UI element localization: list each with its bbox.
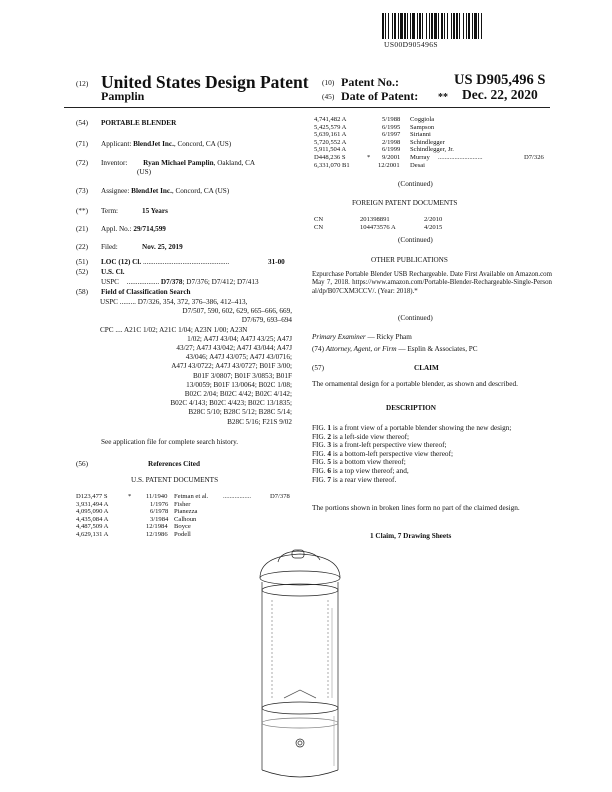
barcode-bar (412, 13, 415, 39)
barcode-bar (431, 13, 433, 39)
barcode-bar (466, 13, 467, 39)
barcode-bar (453, 13, 455, 39)
code-52: (52) (76, 268, 88, 276)
continued-note: (Continued) (398, 180, 433, 188)
application-number: 29/714,599 (133, 225, 166, 233)
description-label: DESCRIPTION (386, 404, 436, 412)
barcode-bar (410, 13, 411, 39)
assignee-name: BlendJet Inc. (131, 187, 172, 195)
barcode-bar (447, 13, 448, 39)
primary-examiner (312, 333, 412, 341)
date-of-patent: Dec. 22, 2020 (462, 87, 538, 102)
barcode-bar (419, 13, 421, 39)
field-of-search-line: USPC ......... D7/326, 354, 372, 376–386, 412–413, (100, 298, 248, 306)
inventor-name: Ryan Michael Pamplin (143, 159, 214, 167)
field-of-search-line: B28C 5/10; B28C 5/12; B28C 5/14; (188, 408, 292, 417)
barcode-bar (392, 13, 393, 39)
inventor-field (101, 159, 255, 167)
barcode-bar (459, 13, 460, 39)
claims-drawing-sheets-summary: 1 Claim, 7 Drawing Sheets (370, 532, 452, 540)
figure-description: FIG. 5 is a bottom view thereof; (312, 457, 406, 467)
figure-description: FIG. 3 is a front-left perspective view thereof; (312, 440, 447, 450)
field-of-search-line: D7/679, 693–694 (241, 316, 292, 325)
field-of-search-line: 43/046; A47J 43/075; A47J 43/0716; (185, 353, 292, 362)
barcode-bar (441, 13, 443, 39)
field-of-search-line: 43/27; A47J 43/042; A47J 43/044; A47J (176, 344, 292, 353)
barcode-bar (456, 13, 458, 39)
attorney-name: — Esplin & Associates, PC (396, 345, 478, 353)
code-56: (56) (76, 460, 88, 468)
barcode-bar (400, 13, 403, 39)
primary-examiner-name: — Ricky Pham (365, 333, 412, 341)
header-rule (64, 107, 550, 108)
continued-note: (Continued) (398, 236, 433, 244)
uspc-leader: .................. (126, 278, 160, 286)
portable-blender-drawing (240, 548, 360, 786)
code-74: (74) (312, 345, 324, 353)
field-of-search-line: B02C 4/143; B02C 4/423; B02C 13/1835; (170, 399, 292, 408)
foreign-patent-documents-label: FOREIGN PATENT DOCUMENTS (352, 199, 458, 207)
application-number-label: Appl. No.: (101, 225, 132, 233)
code-21: (21) (76, 225, 88, 233)
inventor-location-cont: (US) (137, 168, 151, 176)
applicant-field (101, 140, 231, 148)
document-type-title: United States Design Patent (101, 72, 309, 92)
barcode-bar (404, 13, 406, 39)
uspc-primary: D7/378 (160, 278, 183, 286)
barcode-bar (472, 13, 473, 39)
continued-note: (Continued) (398, 314, 433, 322)
other-publications-text: Ezpurchase Portable Blender USB Rechargeable. Date First Available on Amazon.com May 7, 2018. https://www.amazon.com/Portable-Blender-Rechargeable-Single-Personal/dp/B07CXM3CCV/. (Year: 2018).* (312, 271, 552, 295)
assignee-location: , Concord, CA (US) (171, 187, 230, 195)
field-of-search-line: A47J 43/0722; A47J 43/0727; B01F 3/00; (171, 362, 292, 371)
uspc-line (101, 278, 259, 286)
barcode-bar (426, 13, 427, 39)
field-of-search-line: B02C 2/04; B02C 4/42; B02C 4/142; (184, 390, 292, 399)
code-10: (10) (322, 78, 335, 87)
inventor-label: Inventor: (101, 159, 128, 167)
date-of-patent-label: Date of Patent: (341, 89, 419, 103)
figure-description: FIG. 1 is a front view of a portable blender showing the new design; (312, 423, 512, 432)
field-of-search-line: CPC .... A21C 1/02; A21C 1/04; A23N 1/00; A23N (100, 325, 248, 334)
code-71: (71) (76, 140, 88, 148)
patent-number: US D905,496 S (454, 72, 546, 88)
claim-label: CLAIM (414, 364, 439, 372)
barcode-bar (434, 13, 437, 39)
broken-lines-note: The portions shown in broken lines form no part of the claimed design. (312, 503, 520, 512)
figure-description: FIG. 4 is a bottom-left perspective view thereof; (312, 448, 454, 458)
application-number-field (101, 225, 166, 233)
barcode-bar (385, 13, 386, 39)
field-of-search-line: D7/507, 590, 602, 629, 665–666, 669, (182, 307, 292, 316)
applicant-location: , Concord, CA (US) (173, 140, 232, 148)
us-references-list-right: 4,741,482 A 5/1988 Coggiola 5,425,579 A 6/1995 Sampson 5,639,161 A 6/1997 Sirianni 5,720,552 A 2/1998 Schindlegger 5,911,504 A 6/1999 Schindlegger, Jr. D448,236 S * 9/2001 Murray ........................... D7/326 6,331,070 B1 12/2001 Desai (314, 116, 544, 169)
us-class-label: U.S. Cl. (101, 268, 125, 276)
us-patent-documents-label: U.S. PATENT DOCUMENTS (131, 476, 219, 484)
assignee-field (101, 187, 229, 195)
other-publications-label: OTHER PUBLICATIONS (371, 256, 448, 264)
term-label: Term: (101, 207, 119, 215)
barcode-bar (451, 13, 452, 39)
code-22: (22) (76, 243, 88, 251)
code-12: (12) (76, 79, 89, 88)
references-cited-label: References Cited (148, 460, 200, 468)
attorney-label: Attorney, Agent, or Firm (325, 345, 397, 353)
title-of-invention: PORTABLE BLENDER (101, 119, 177, 127)
us-references-list-left: D123,477 S * 11/1940 Fetman et al. ................. D7/378 3,931,494 A 1/1976 Fisher 4,095,090 A 6/1978 Pianezza 4,435,084 A 3/1984 Calhoun 4,487,509 A 12/1984 Boyce 4,629,131 A 12/1986 Podell (76, 493, 290, 538)
loc-class-value: 31-00 (268, 258, 285, 266)
field-of-search-line: 1/02; A47J 43/04; A47J 43/25; A47J (187, 334, 292, 343)
code-73: (73) (76, 187, 88, 195)
barcode-bar (417, 13, 418, 39)
barcode-bar (478, 13, 479, 39)
search-history-note: See application file for complete search history. (101, 438, 239, 446)
uspc-label: USPC (101, 278, 119, 286)
barcode-bar (468, 13, 470, 39)
assignee-label: Assignee: (101, 187, 130, 195)
term-value: 15 Years (142, 207, 168, 215)
field-of-search-list (100, 298, 292, 427)
foreign-references-list: CN 201398891 2/2010 CN 104473576 A 4/2015 (314, 216, 443, 231)
code-58: (58) (76, 288, 88, 296)
field-of-search-line: B01F 3/0807; B01F 3/0853; B01F (192, 371, 292, 380)
figure-description: FIG. 6 is a top view thereof; and, (312, 465, 409, 475)
field-of-search-line: 13/0059; B01F 13/0064; B02C 1/08; (186, 380, 292, 389)
code-51: (51) (76, 258, 88, 266)
date-marker: ** (438, 92, 448, 103)
applicant-label: Applicant: (101, 140, 132, 148)
barcode-document-number: US00D905496S (384, 40, 438, 49)
applicant-name: BlendJet Inc. (133, 140, 174, 148)
code-term: (**) (76, 207, 88, 215)
filed-date: Nov. 25, 2019 (142, 243, 183, 251)
inventor-location: , Oakland, CA (213, 159, 256, 167)
loc-class-leader: ................................................ (142, 258, 230, 266)
barcode-bar (474, 13, 477, 39)
patent-number-label: Patent No.: (341, 75, 399, 89)
barcode-bar (438, 13, 439, 39)
barcode-bar (444, 13, 445, 39)
barcode-bar (398, 13, 399, 39)
loc-class-label: LOC (12) Cl. (101, 258, 142, 266)
code-45: (45) (322, 92, 335, 101)
attorney-line (312, 345, 478, 353)
barcode-bar (388, 13, 389, 39)
barcode-bar (481, 13, 482, 39)
figure-description: FIG. 2 is a left-side view thereof; (312, 431, 410, 441)
barcode-bar (429, 13, 430, 39)
field-of-search-label: Field of Classification Search (101, 288, 191, 296)
barcode-bar (463, 13, 464, 39)
figure-descriptions (312, 424, 556, 484)
barcode-bar (422, 13, 423, 39)
filed-label: Filed: (101, 243, 118, 251)
barcode-bar (382, 13, 384, 39)
header-inventor-name: Pamplin (101, 89, 145, 103)
figure-description: FIG. 7 is a rear view thereof. (312, 474, 397, 484)
claim-text: The ornamental design for a portable blender, as shown and described. (312, 379, 518, 388)
barcode-bar (394, 13, 396, 39)
barcode (382, 13, 530, 39)
barcode-bar (407, 13, 408, 39)
field-of-search-line: B28C 5/16; F21S 9/02 (227, 417, 292, 426)
primary-examiner-label: Primary Examiner (312, 333, 366, 341)
loc-class-field (101, 258, 229, 266)
uspc-secondary: ; D7/376; D7/412; D7/413 (182, 278, 259, 286)
code-54: (54) (76, 119, 88, 127)
code-72: (72) (76, 159, 88, 167)
code-57: (57) (312, 364, 324, 372)
